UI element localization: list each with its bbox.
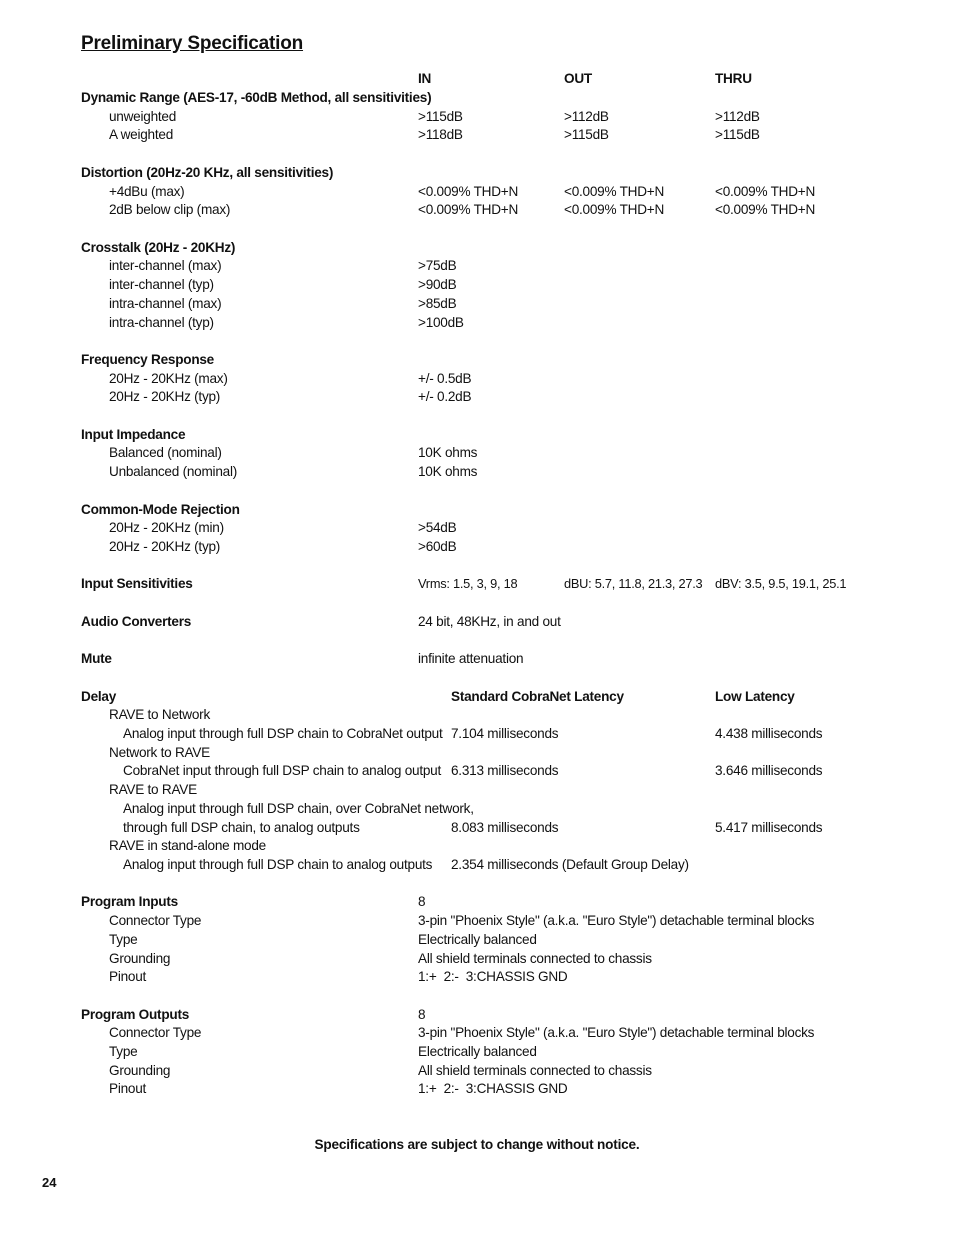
value-standard-latency: 8.083 milliseconds <box>451 820 559 835</box>
delay-description: Analog input through full DSP chain to CobraNet output <box>123 726 443 741</box>
value-in: >90dB <box>418 277 457 292</box>
value-in: +/- 0.2dB <box>418 389 472 404</box>
row-label: Pinout <box>109 969 147 984</box>
section-heading-audio-converters: Audio Converters <box>81 614 192 629</box>
row-label: Grounding <box>109 1063 171 1078</box>
row-value: All shield terminals connected to chassis <box>418 1063 652 1078</box>
row-label: Type <box>109 1044 138 1059</box>
row-label: 2dB below clip (max) <box>109 202 231 217</box>
row-label: 20Hz - 20KHz (typ) <box>109 389 221 404</box>
section-heading-input-sensitivities: Input Sensitivities <box>81 576 193 591</box>
value-count: 8 <box>418 1007 426 1022</box>
section-heading-cmr: Common-Mode Rejection <box>81 502 240 517</box>
delay-subheading: RAVE to RAVE <box>109 782 197 797</box>
value-in: >85dB <box>418 296 457 311</box>
row-label: intra-channel (typ) <box>109 315 214 330</box>
row-label: Type <box>109 932 138 947</box>
page-title: Preliminary Specification <box>81 33 304 54</box>
value-in: >118dB <box>418 127 463 142</box>
row-value: All shield terminals connected to chassis <box>418 951 652 966</box>
footer-notice: Specifications are subject to change without notice. <box>314 1137 640 1152</box>
row-label: Unbalanced (nominal) <box>109 464 237 479</box>
col-header-out: OUT <box>564 71 592 86</box>
value-count: 8 <box>418 894 426 909</box>
row-value: 1:+ 2:- 3:CHASSIS GND <box>418 969 568 984</box>
page-number: 24 <box>42 1175 57 1190</box>
delay-description: Analog input through full DSP chain, over CobraNet network, <box>123 801 474 816</box>
value-in: >115dB <box>418 109 463 124</box>
row-label: A weighted <box>109 127 174 142</box>
value-out: <0.009% THD+N <box>564 202 665 217</box>
value-in: 10K ohms <box>418 464 478 479</box>
delay-subheading: RAVE to Network <box>109 707 211 722</box>
value-in: >75dB <box>418 258 457 273</box>
value-standard-latency: 6.313 milliseconds <box>451 763 559 778</box>
section-heading-dynamic-range: Dynamic Range (AES-17, -60dB Method, all sensitivities) <box>81 90 432 105</box>
value-in: 10K ohms <box>418 445 478 460</box>
row-label: Pinout <box>109 1081 147 1096</box>
row-label: 20Hz - 20KHz (min) <box>109 520 224 535</box>
value-out: >112dB <box>564 109 609 124</box>
row-label: 20Hz - 20KHz (typ) <box>109 539 221 554</box>
row-label: intra-channel (max) <box>109 296 222 311</box>
section-heading-crosstalk: Crosstalk (20Hz - 20KHz) <box>81 240 236 255</box>
value-in: <0.009% THD+N <box>418 184 519 199</box>
value-low-latency: 4.438 milliseconds <box>715 726 823 741</box>
value-vrms: Vrms: 1.5, 3, 9, 18 <box>418 576 518 591</box>
row-value: 3-pin "Phoenix Style" (a.k.a. "Euro Style") detachable terminal blocks <box>418 1025 815 1040</box>
section-heading-distortion: Distortion (20Hz-20 KHz, all sensitivities) <box>81 165 334 180</box>
value-in: >54dB <box>418 520 457 535</box>
row-label: +4dBu (max) <box>109 184 185 199</box>
col-header-thru: THRU <box>715 71 752 86</box>
row-label: Connector Type <box>109 913 202 928</box>
row-value: 1:+ 2:- 3:CHASSIS GND <box>418 1081 568 1096</box>
value-thru: >112dB <box>715 109 760 124</box>
value-default-group-delay: 2.354 milliseconds (Default Group Delay) <box>451 857 689 872</box>
row-value: 3-pin "Phoenix Style" (a.k.a. "Euro Style") detachable terminal blocks <box>418 913 815 928</box>
value-in: >100dB <box>418 315 464 330</box>
section-heading-program-outputs: Program Outputs <box>81 1007 190 1022</box>
row-label: inter-channel (typ) <box>109 277 214 292</box>
row-label: Grounding <box>109 951 171 966</box>
row-label: unweighted <box>109 109 177 124</box>
value-in: <0.009% THD+N <box>418 202 519 217</box>
value-dbu: dBU: 5.7, 11.8, 21.3, 27.3 <box>564 576 703 591</box>
section-heading-program-inputs: Program Inputs <box>81 894 178 909</box>
row-label: Balanced (nominal) <box>109 445 222 460</box>
row-value: Electrically balanced <box>418 932 537 947</box>
value-mute: infinite attenuation <box>418 651 524 666</box>
value-out: >115dB <box>564 127 609 142</box>
delay-subheading: RAVE in stand-alone mode <box>109 838 266 853</box>
value-out: <0.009% THD+N <box>564 184 665 199</box>
value-thru: <0.009% THD+N <box>715 184 816 199</box>
col-header-in: IN <box>418 71 432 86</box>
value-standard-latency: 7.104 milliseconds <box>451 726 559 741</box>
value-dbv: dBV: 3.5, 9.5, 19.1, 25.1 <box>715 576 847 591</box>
value-in: >60dB <box>418 539 457 554</box>
col-header-low-latency: Low Latency <box>715 689 795 704</box>
delay-description: through full DSP chain, to analog outputs <box>123 820 360 835</box>
section-heading-mute: Mute <box>81 651 112 666</box>
row-label: inter-channel (max) <box>109 258 222 273</box>
value-in: +/- 0.5dB <box>418 371 472 386</box>
section-heading-delay: Delay <box>81 689 117 704</box>
row-label: Connector Type <box>109 1025 202 1040</box>
row-label: 20Hz - 20KHz (max) <box>109 371 228 386</box>
row-value: Electrically balanced <box>418 1044 537 1059</box>
section-heading-input-impedance: Input Impedance <box>81 427 186 442</box>
value-low-latency: 5.417 milliseconds <box>715 820 823 835</box>
section-heading-frequency-response: Frequency Response <box>81 352 214 367</box>
value-thru: <0.009% THD+N <box>715 202 816 217</box>
delay-description: Analog input through full DSP chain to analog outputs <box>123 857 433 872</box>
col-header-standard-latency: Standard CobraNet Latency <box>451 689 624 704</box>
delay-subheading: Network to RAVE <box>109 745 211 760</box>
delay-description: CobraNet input through full DSP chain to analog output <box>123 763 442 778</box>
value-low-latency: 3.646 milliseconds <box>715 763 823 778</box>
value-thru: >115dB <box>715 127 760 142</box>
value-audio-converters: 24 bit, 48KHz, in and out <box>418 614 561 629</box>
